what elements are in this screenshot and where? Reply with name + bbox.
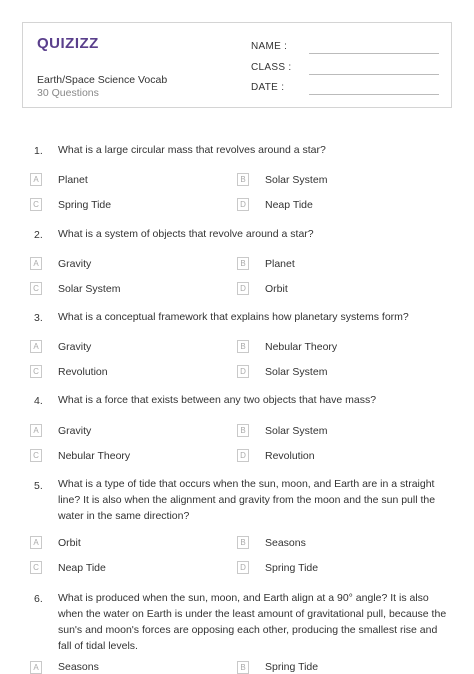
option-letter[interactable]: A xyxy=(30,257,42,270)
option-letter[interactable]: B xyxy=(237,536,249,549)
question-text: What is a force that exists between any two objects that have mass? xyxy=(58,394,377,406)
option-text[interactable]: Solar System xyxy=(58,283,121,295)
option-letter[interactable]: D xyxy=(237,198,249,211)
option-letter[interactable]: D xyxy=(237,365,249,378)
option-letter[interactable]: C xyxy=(30,365,42,378)
option-letter[interactable]: B xyxy=(237,661,249,674)
option-text[interactable]: Spring Tide xyxy=(265,661,319,673)
question-text: What is a large circular mass that revolves around a star? xyxy=(58,144,326,156)
option-text[interactable]: Solar System xyxy=(265,425,328,437)
question-text: What is a type of tide that occurs when the sun, moon, and Earth are in a straight line? It is also when the alignment and gravity from the moon and the sun pull the water in the same direction? xyxy=(58,478,436,522)
option-text[interactable]: Gravity xyxy=(58,425,92,437)
option-letter[interactable]: B xyxy=(237,257,249,270)
option-letter[interactable]: D xyxy=(237,282,249,295)
quizizz-logo: QUIZIZZ xyxy=(37,35,99,52)
option-text[interactable]: Nebular Theory xyxy=(58,450,131,462)
option-text[interactable]: Planet xyxy=(58,174,88,186)
option-text[interactable]: Gravity xyxy=(58,258,92,270)
option-text[interactable]: Solar System xyxy=(265,174,328,186)
option-letter[interactable]: A xyxy=(30,173,42,186)
option-text[interactable]: Spring Tide xyxy=(58,199,112,211)
question-number: 5. xyxy=(34,480,43,492)
option-letter[interactable]: C xyxy=(30,198,42,211)
option-text[interactable]: Spring Tide xyxy=(265,562,319,574)
option-text[interactable]: Gravity xyxy=(58,341,92,353)
option-letter[interactable]: B xyxy=(237,424,249,437)
name-label: NAME : xyxy=(251,41,288,52)
question-count: 30 Questions xyxy=(37,87,99,99)
question-number: 6. xyxy=(34,593,43,605)
option-letter[interactable]: B xyxy=(237,340,249,353)
name-field[interactable] xyxy=(309,53,439,54)
option-text[interactable]: Seasons xyxy=(58,661,99,673)
option-text[interactable]: Orbit xyxy=(265,283,288,295)
option-text[interactable]: Seasons xyxy=(265,537,306,549)
option-text[interactable]: Neap Tide xyxy=(265,199,313,211)
question-number: 4. xyxy=(34,395,43,407)
worksheet-title: Earth/Space Science Vocab xyxy=(37,74,168,86)
class-label: CLASS : xyxy=(251,62,292,73)
option-letter[interactable]: A xyxy=(30,536,42,549)
question-text: What is a conceptual framework that explains how planetary systems form? xyxy=(58,311,409,323)
option-letter[interactable]: A xyxy=(30,424,42,437)
date-field[interactable] xyxy=(309,94,439,95)
question-number: 1. xyxy=(34,145,43,157)
option-letter[interactable]: C xyxy=(30,449,42,462)
question-text: What is produced when the sun, moon, and Earth align at a 90° angle? It is also when the water on Earth is under the least amount of gravitational pull, because the sun's and moon's forces are opposing each other, producing the smallest rise and fall of tidal levels. xyxy=(58,592,447,652)
option-text[interactable]: Solar System xyxy=(265,366,328,378)
class-field[interactable] xyxy=(309,74,439,75)
question-text: What is a system of objects that revolve around a star? xyxy=(58,228,314,240)
option-text[interactable]: Revolution xyxy=(58,366,108,378)
worksheet-header xyxy=(22,22,452,108)
option-letter[interactable]: D xyxy=(237,561,249,574)
option-text[interactable]: Nebular Theory xyxy=(265,341,338,353)
option-letter[interactable]: D xyxy=(237,449,249,462)
date-label: DATE : xyxy=(251,82,285,93)
option-text[interactable]: Orbit xyxy=(58,537,81,549)
option-text[interactable]: Planet xyxy=(265,258,295,270)
option-letter[interactable]: C xyxy=(30,561,42,574)
option-text[interactable]: Neap Tide xyxy=(58,562,106,574)
option-letter[interactable]: A xyxy=(30,340,42,353)
question-number: 3. xyxy=(34,312,43,324)
option-letter[interactable]: B xyxy=(237,173,249,186)
option-letter[interactable]: C xyxy=(30,282,42,295)
option-text[interactable]: Revolution xyxy=(265,450,315,462)
option-letter[interactable]: A xyxy=(30,661,42,674)
question-number: 2. xyxy=(34,229,43,241)
